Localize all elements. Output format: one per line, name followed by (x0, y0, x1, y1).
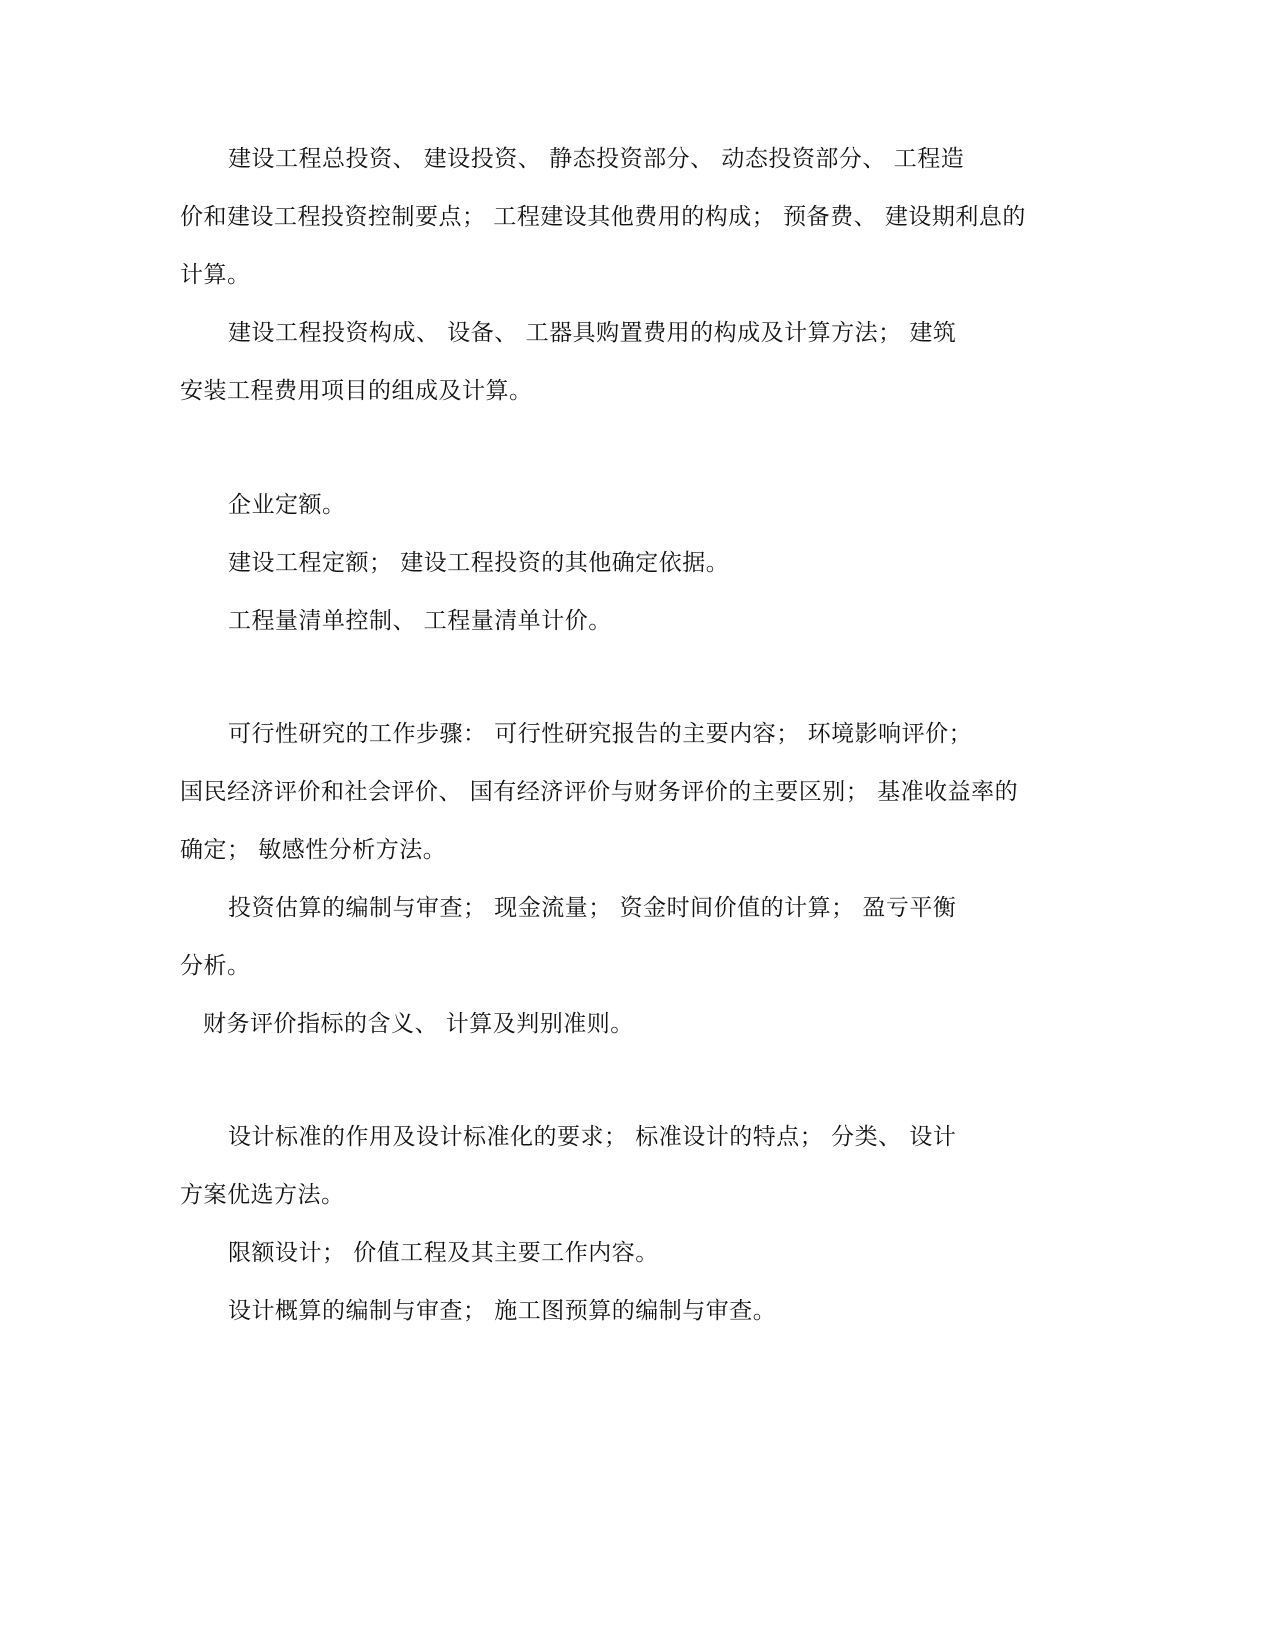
text-line: 设计概算的编制与审查； 施工图预算的编制与审查。 (228, 1298, 777, 1324)
text-line: 价和建设工程投资控制要点； 工程建设其他费用的构成； 预备费、 建设期利息的 (180, 204, 1026, 230)
text-line: 确定； 敏感性分析方法。 (180, 837, 447, 863)
text-line: 建设工程总投资、 建设投资、 静态投资部分、 动态投资部分、 工程造 (228, 146, 965, 172)
text-line: 财务评价指标的含义、 计算及判别准则。 (203, 1011, 634, 1037)
text-line: 工程量清单控制、 工程量清单计价。 (228, 608, 612, 634)
text-line: 分析。 (180, 953, 251, 979)
text-line: 方案优选方法。 (180, 1182, 345, 1208)
text-line: 企业定额。 (228, 492, 346, 518)
text-line: 可行性研究的工作步骤： 可行性研究报告的主要内容； 环境影响评价； (228, 721, 973, 747)
text-line: 限额设计； 价值工程及其主要工作内容。 (228, 1240, 659, 1266)
text-line: 建设工程定额； 建设工程投资的其他确定依据。 (228, 550, 730, 576)
text-line: 安装工程费用项目的组成及计算。 (180, 378, 533, 404)
text-line: 设计标准的作用及设计标准化的要求； 标准设计的特点； 分类、 设计 (228, 1124, 957, 1150)
text-line: 计算。 (180, 262, 251, 288)
text-line: 建设工程投资构成、 设备、 工器具购置费用的构成及计算方法； 建筑 (228, 320, 957, 346)
text-line: 国民经济评价和社会评价、 国有经济评价与财务评价的主要区别； 基准收益率的 (180, 779, 1019, 805)
text-line: 投资估算的编制与审查； 现金流量； 资金时间价值的计算； 盈亏平衡 (228, 895, 957, 921)
